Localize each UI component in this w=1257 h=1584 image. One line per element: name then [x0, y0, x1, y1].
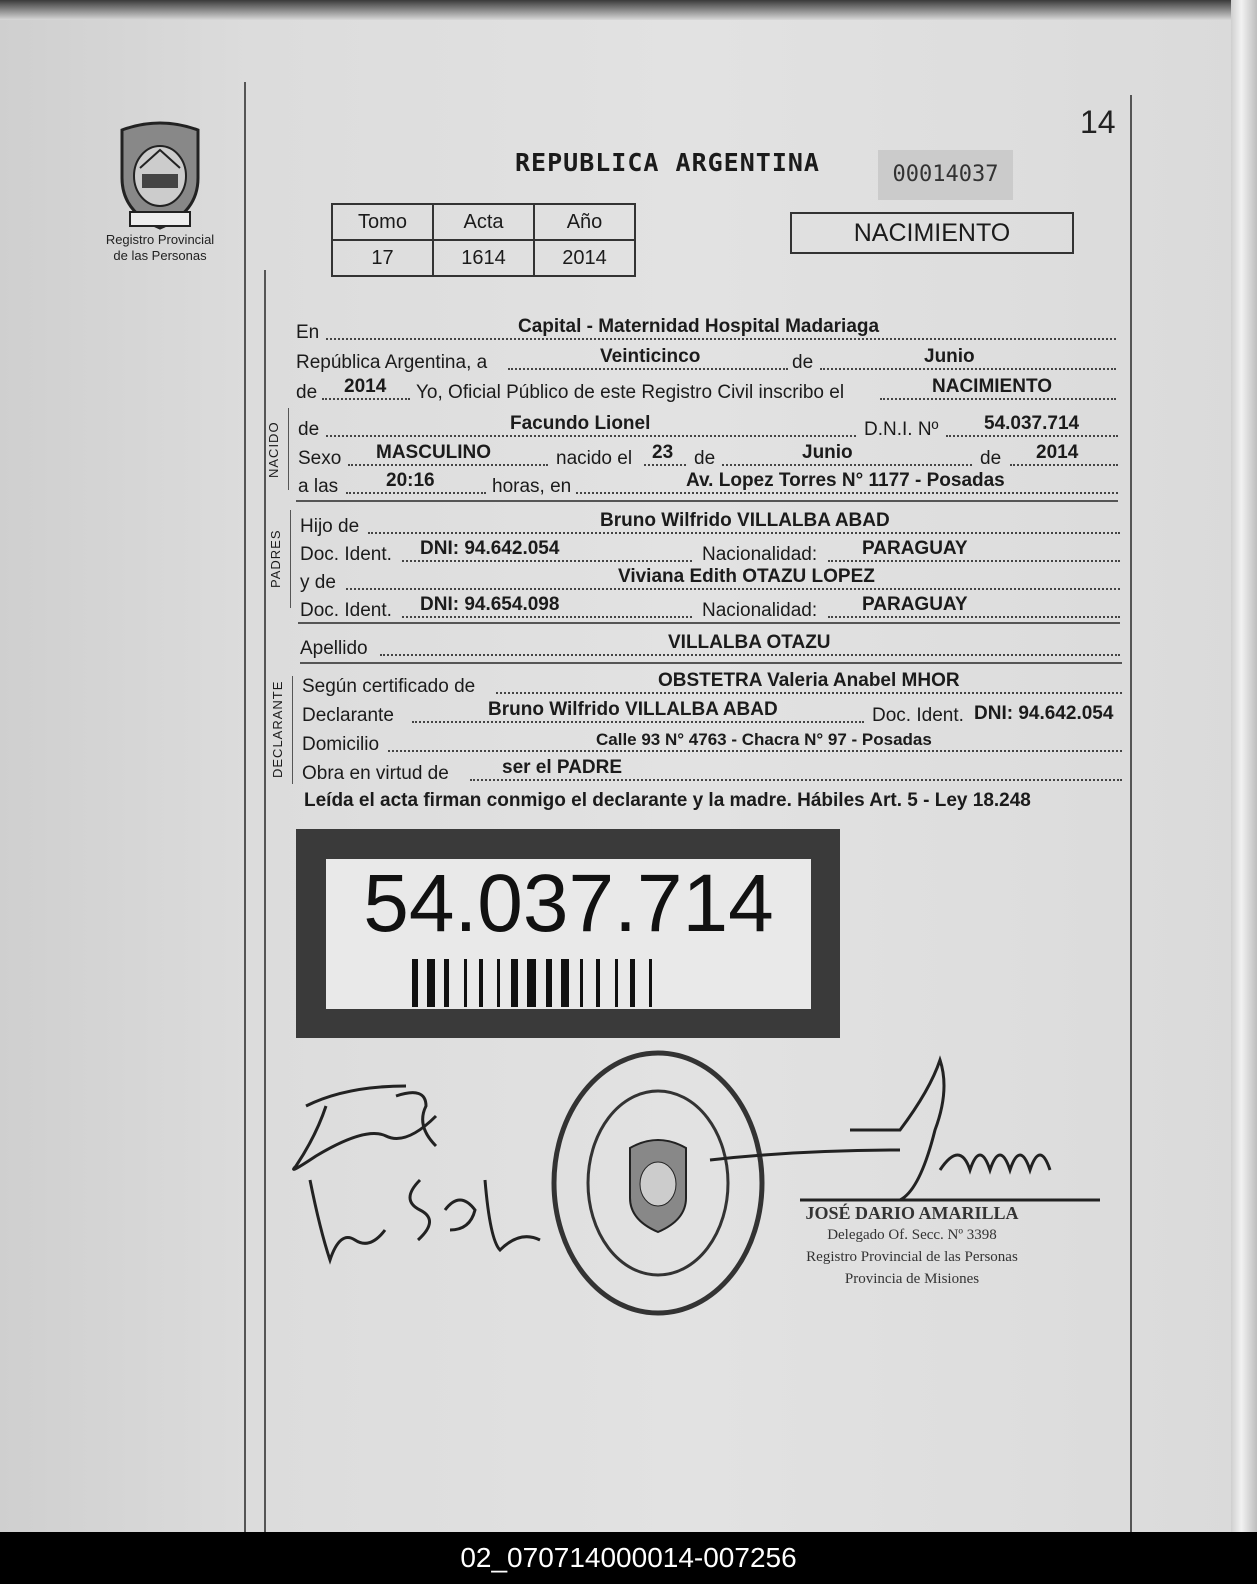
row-mother [300, 564, 1120, 594]
birth-day: 23 [652, 442, 674, 463]
barcode-bar [511, 959, 518, 1007]
nacido-side-label: NACIDO [266, 421, 281, 478]
padres-side-label: PADRES [268, 529, 283, 588]
year-value: 2014 [344, 376, 387, 397]
row-apellido [300, 630, 1120, 660]
row-mother-doc [300, 592, 1120, 622]
barcode-bar [412, 959, 418, 1007]
mother-doc-label: Doc. Ident. [300, 600, 392, 621]
barcode-bar [630, 959, 635, 1007]
row-en [296, 314, 1116, 344]
cert-value: OBSTETRA Valeria Anabel MHOR [658, 670, 960, 691]
barcode-bar [479, 959, 483, 1007]
barcode-bar [497, 959, 500, 1007]
decl-doc: DNI: 94.642.054 [974, 703, 1114, 724]
page-top-shadow [0, 0, 1257, 20]
official-role: Delegado Of. Secc. Nº 3398 [827, 1227, 997, 1243]
barcode-bar [527, 959, 536, 1007]
month-value: Junio [924, 346, 975, 367]
barcode-bar [427, 959, 435, 1007]
official-name: JOSÉ DARIO AMARILLA [805, 1203, 1019, 1223]
yde-label: y de [300, 572, 336, 593]
child-dni: 54.037.714 [984, 413, 1080, 434]
right-margin-line [1130, 95, 1132, 1532]
en-label: En [296, 322, 320, 343]
alas-label: a las [298, 476, 339, 497]
father-doc-label: Doc. Ident. [300, 544, 392, 565]
father-nat-label: Nacionalidad: [702, 544, 818, 565]
row-declarante [302, 697, 1122, 727]
barcode-bar [546, 959, 552, 1007]
father-name: Bruno Wilfrido VILLALBA ABAD [600, 510, 890, 531]
row-father [300, 508, 1120, 538]
official-signature [700, 1050, 1110, 1210]
inscribe-text: Yo, Oficial Público de este Registro Civil inscribo el [416, 382, 845, 403]
coat-of-arms-icon [110, 120, 210, 232]
official-block [782, 1202, 1042, 1290]
closing-statement: Leída el acta firman conmigo el declarante y la madre. Hábiles Art. 5 - Ley 18.248 [304, 790, 1031, 811]
barcode-bar [561, 959, 569, 1007]
barcode-bar [615, 959, 618, 1007]
sexo-value: MASCULINO [376, 442, 492, 463]
barcode-bar [580, 959, 583, 1007]
acta-label: Acta [433, 204, 534, 240]
hijo-label: Hijo de [300, 516, 360, 537]
mother-nat-label: Nacionalidad: [702, 600, 818, 621]
official-org: Registro Provincial de las Personas [806, 1249, 1018, 1265]
anio-label: Año [534, 204, 635, 240]
apellido-label: Apellido [300, 638, 368, 659]
mother-nationality: PARAGUAY [862, 594, 968, 615]
birth-de-label: de [694, 448, 716, 469]
de-label: de [792, 352, 814, 373]
inscribe-value: NACIMIENTO [932, 376, 1052, 397]
record-type: NACIMIENTO [790, 212, 1074, 254]
sexo-label: Sexo [298, 448, 342, 469]
decl-name: Bruno Wilfrido VILLALBA ABAD [488, 699, 778, 720]
cert-label: Según certificado de [302, 676, 476, 697]
row-time-place [298, 468, 1118, 498]
row-nacido-name [298, 411, 1118, 441]
footer-code: 02_070714000014-007256 [460, 1542, 797, 1573]
dni-plate [296, 829, 840, 1038]
mother-name: Viviana Edith OTAZU LOPEZ [618, 566, 875, 587]
tomo-label: Tomo [332, 204, 433, 240]
left-margin-line [244, 82, 246, 1532]
anio-value: 2014 [534, 240, 635, 276]
decl-label: Declarante [302, 705, 394, 726]
obra-label: Obra en virtud de [302, 763, 449, 784]
decl-doc-label: Doc. Ident. [872, 705, 964, 726]
acta-value: 1614 [433, 240, 534, 276]
barcode-bar [444, 959, 449, 1007]
barcode-bar [649, 959, 652, 1007]
row-certificado [302, 668, 1122, 698]
declarante-side-label: DECLARANTE [270, 680, 285, 778]
barcode-bar [596, 959, 600, 1007]
row-date [296, 344, 1116, 374]
birth-place: Av. Lopez Torres N° 1177 - Posadas [686, 470, 1005, 491]
child-name: Facundo Lionel [510, 413, 651, 434]
birth-de2-label: de [980, 448, 1002, 469]
dni-plate-number: 54.037.714 [363, 858, 774, 949]
row-obra [302, 755, 1122, 785]
birth-year: 2014 [1036, 442, 1079, 463]
place-value: Capital - Maternidad Hospital Madariaga [518, 316, 880, 337]
de2-label: de [296, 382, 318, 403]
mother-signature [300, 1170, 550, 1280]
row-sexo [298, 440, 1118, 470]
province-logo [100, 120, 220, 264]
dom-label: Domicilio [302, 734, 380, 755]
page-right-edge [1231, 0, 1257, 1532]
nacido-de-label: de [298, 419, 320, 440]
row-inscribe [296, 374, 1116, 404]
tomo-value: 17 [332, 240, 433, 276]
republica-label: República Argentina, a [296, 352, 488, 373]
barcode-bar [464, 959, 467, 1007]
day-value: Veinticinco [600, 346, 701, 367]
serial-number: 00014037 [878, 150, 1013, 200]
father-nationality: PARAGUAY [862, 538, 968, 559]
father-doc: DNI: 94.642.054 [420, 538, 560, 559]
surname-value: VILLALBA OTAZU [668, 632, 831, 653]
horas-label: horas, en [492, 476, 572, 497]
dni-plate-label [326, 859, 811, 1009]
row-domicilio [302, 726, 1122, 756]
dom-value: Calle 93 N° 4763 - Chacra N° 97 - Posadas [596, 730, 932, 749]
birth-time: 20:16 [386, 470, 435, 491]
row-father-doc [300, 536, 1120, 566]
mother-doc: DNI: 94.654.098 [420, 594, 560, 615]
dni-label: D.N.I. Nº [864, 419, 939, 440]
birth-month: Junio [802, 442, 853, 463]
tomo-acta-table [331, 203, 636, 277]
document-title: REPUBLICA ARGENTINA [515, 148, 820, 177]
registry-name: Registro Provincial de las Personas [105, 232, 215, 263]
barcode [412, 959, 742, 1007]
nacido-el-label: nacido el [556, 448, 633, 469]
official-province: Provincia de Misiones [844, 1271, 980, 1287]
page-number: 14 [1080, 104, 1116, 140]
obra-value: ser el PADRE [502, 757, 623, 778]
